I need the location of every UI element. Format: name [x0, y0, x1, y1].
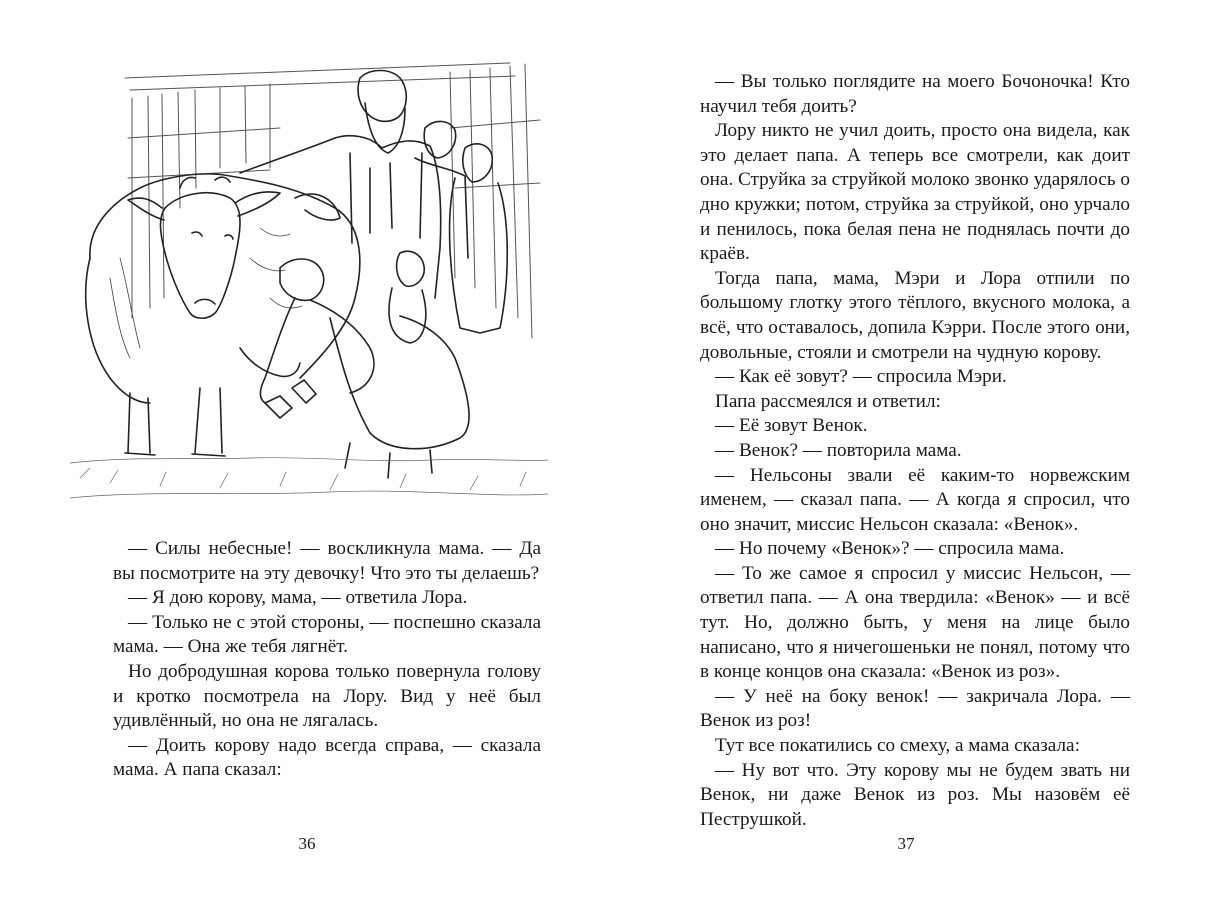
- paragraph: Тогда папа, мама, Мэри и Лора отпили по большому глотку этого тёплого, вкусного молока, а всё, что оставалось, допила Кэрри. После этого они, довольные, стояли и смотрели на чудную корову.: [700, 267, 1130, 363]
- paragraph: — Венок? — повторила мама.: [715, 439, 962, 461]
- paragraph: — Я дою корову, мама, — ответила Лора.: [128, 587, 468, 609]
- page-number: 36: [298, 834, 316, 853]
- paragraph: — Ну вот что. Эту корову мы не будем звать ни Венок, ни даже Венок из роз. Мы назовём её Пеструшкой.: [700, 759, 1130, 830]
- paragraph: Лору никто не учил доить, просто она видела, как это делает папа. А теперь все смотрели, как доит она. Струйка за струйкой молоко звонко ударялось о дно кружки; потом, струйка за струйкой, оно урчало и пенилось, пока белая пена не поднялась почти до краёв.: [700, 120, 1130, 265]
- right-page: [607, 0, 1214, 904]
- paragraph: Тут все покатились со смеху, а мама сказала:: [715, 735, 1080, 757]
- paragraph: — То же самое я спросил у миссис Нельсон, — ответил папа. — А она твердила: «Венок» — и всё тут. Но, должно быть, у меня на лице было написано, что я ничегошеньки не понял, потому что в конце концов она сказала: «Венок из роз».: [700, 562, 1130, 683]
- paragraph: — Силы небесные! — воскликнула мама. — Да вы посмотрите на эту девочку! Что это ты делаешь?: [113, 538, 541, 584]
- paragraph: — Нельсоны звали её каким-то норвежским именем, — сказал папа. — А когда я спросил, что оно значит, миссис Нельсон сказала: «Венок».: [700, 464, 1130, 535]
- paragraph: — Доить корову надо всегда справа, — сказала мама. А папа сказал:: [113, 734, 541, 781]
- paragraph: — Как её зовут? — спросила Мэри.: [715, 366, 1007, 388]
- paragraph: Но добродушная корова только повернула голову и кротко посмотрела на Лору. Вид у неё был удивлённый, но она не лягалась.: [113, 660, 541, 732]
- paragraph: — У неё на боку венок! — закричала Лора. — Венок из роз!: [700, 685, 1130, 732]
- paragraph: — Но почему «Венок»? — спросила мама.: [715, 538, 1065, 560]
- paragraph: — Вы только поглядите на моего Бочоночка! Кто научил тебя доить?: [700, 71, 1130, 117]
- paragraph: — Только не с этой стороны, — поспешно сказала мама. — Она же тебя лягнёт.: [113, 611, 541, 658]
- left-page-text: [113, 537, 541, 783]
- page-number: 37: [897, 834, 915, 853]
- milking-cow-family-illustration-icon: [70, 58, 548, 508]
- right-page-text: [700, 70, 1130, 832]
- paragraph: — Её зовут Венок.: [715, 415, 868, 437]
- paragraph: Папа рассмеялся и ответил:: [715, 390, 941, 412]
